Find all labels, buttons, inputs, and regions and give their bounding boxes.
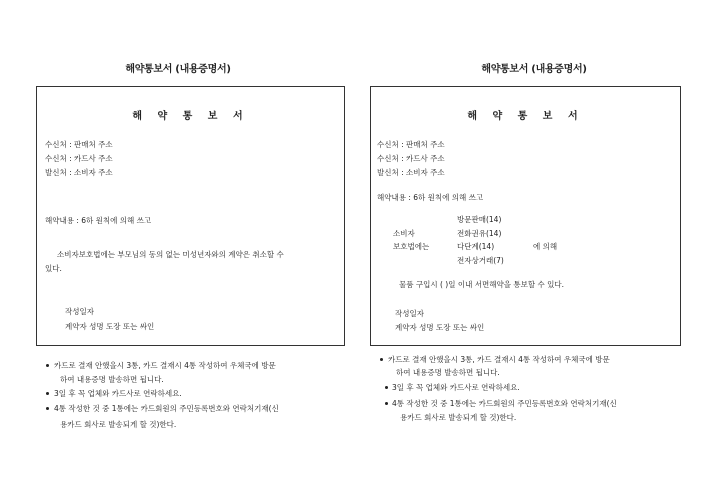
signature-line: 계약자 성명 도장 또는 싸인 <box>395 323 485 332</box>
signature-line: 계약자 성명 도장 또는 싸인 <box>65 322 155 331</box>
notice-form-box <box>370 86 681 346</box>
law-subject-consumer: 소비자 <box>393 229 415 238</box>
recipient-seller: 수신처 : 판매처 주소 <box>45 140 113 149</box>
form-title: 해 약 통 보 서 <box>132 111 249 122</box>
refund-period-line: 물품 구입시 ( )일 이내 서면해약을 통보할 수 있다. <box>399 280 564 289</box>
note-line: 카드로 결재 안했을시 3통, 카드 결재시 4통 작성하여 우체국에 방문 <box>388 355 610 364</box>
law-item-multilevel: 다단계(14) <box>457 242 495 251</box>
bullet-icon <box>380 358 383 361</box>
note-line: 하여 내용증명 발송하면 됩니다. <box>396 368 500 377</box>
bullet-icon <box>385 386 388 389</box>
date-label: 작성일자 <box>65 307 94 316</box>
note-line: 3일 후 꼭 업체와 카드사로 연락하세요. <box>392 383 520 392</box>
bullet-icon <box>46 407 49 410</box>
sender-consumer: 발신처 : 소비자 주소 <box>377 168 445 177</box>
note-line: 용카드 회사로 발송되게 할 것)한다. <box>60 420 177 429</box>
cancellation-reason: 해약내용 : 6하 원칙에 의해 쓰고 <box>377 193 484 202</box>
bullet-icon <box>385 402 388 405</box>
cancellation-reason: 해약내용 : 6하 원칙에 의해 쓰고 <box>45 216 152 225</box>
page-title: 해약통보서 (내용증명서) <box>481 64 587 75</box>
recipient-card-company: 수신처 : 카드사 주소 <box>377 154 445 163</box>
note-line: 하여 내용증명 발송하면 됩니다. <box>60 375 164 384</box>
form-title: 해 약 통 보 서 <box>467 111 584 122</box>
sender-consumer: 발신처 : 소비자 주소 <box>45 168 113 177</box>
left-document-panel <box>0 0 356 504</box>
law-text-line-2: 있다. <box>45 264 62 273</box>
page-title: 해약통보서 (내용증명서) <box>125 64 231 75</box>
note-line: 4통 작성한 것 중 1통에는 카드회원의 주민등록번호와 연락처기재(신 <box>392 399 617 408</box>
recipient-card-company: 수신처 : 카드사 주소 <box>45 154 113 163</box>
note-line: 3일 후 꼭 업체와 카드사로 연락하세요. <box>54 389 182 398</box>
right-document-panel <box>356 0 712 504</box>
date-label: 작성일자 <box>395 309 424 318</box>
law-subject-protection-act: 보호법에는 <box>393 242 430 251</box>
note-line: 4통 작성한 것 중 1통에는 카드회원의 주민등록번호와 연락처기재(신 <box>54 404 279 413</box>
law-according-to: 에 의해 <box>533 242 558 251</box>
law-item-telemarketing: 전화권유(14) <box>457 229 502 238</box>
notice-form-box <box>36 86 345 346</box>
law-text-line-1: 소비자보호법에는 부모님의 동의 없는 미성년자와의 계약은 취소할 수 <box>57 250 284 259</box>
bullet-icon <box>46 392 49 395</box>
note-line: 용카드 회사로 발송되게 할 것)한다. <box>400 413 517 422</box>
note-line: 카드로 결재 안했을시 3통, 카드 결재시 4통 작성하여 우체국에 방문 <box>54 361 276 370</box>
bullet-icon <box>46 364 49 367</box>
law-item-door-to-door: 방문판매(14) <box>457 215 502 224</box>
recipient-seller: 수신처 : 판매처 주소 <box>377 140 445 149</box>
law-item-ecommerce: 전자상거래(7) <box>457 256 504 265</box>
